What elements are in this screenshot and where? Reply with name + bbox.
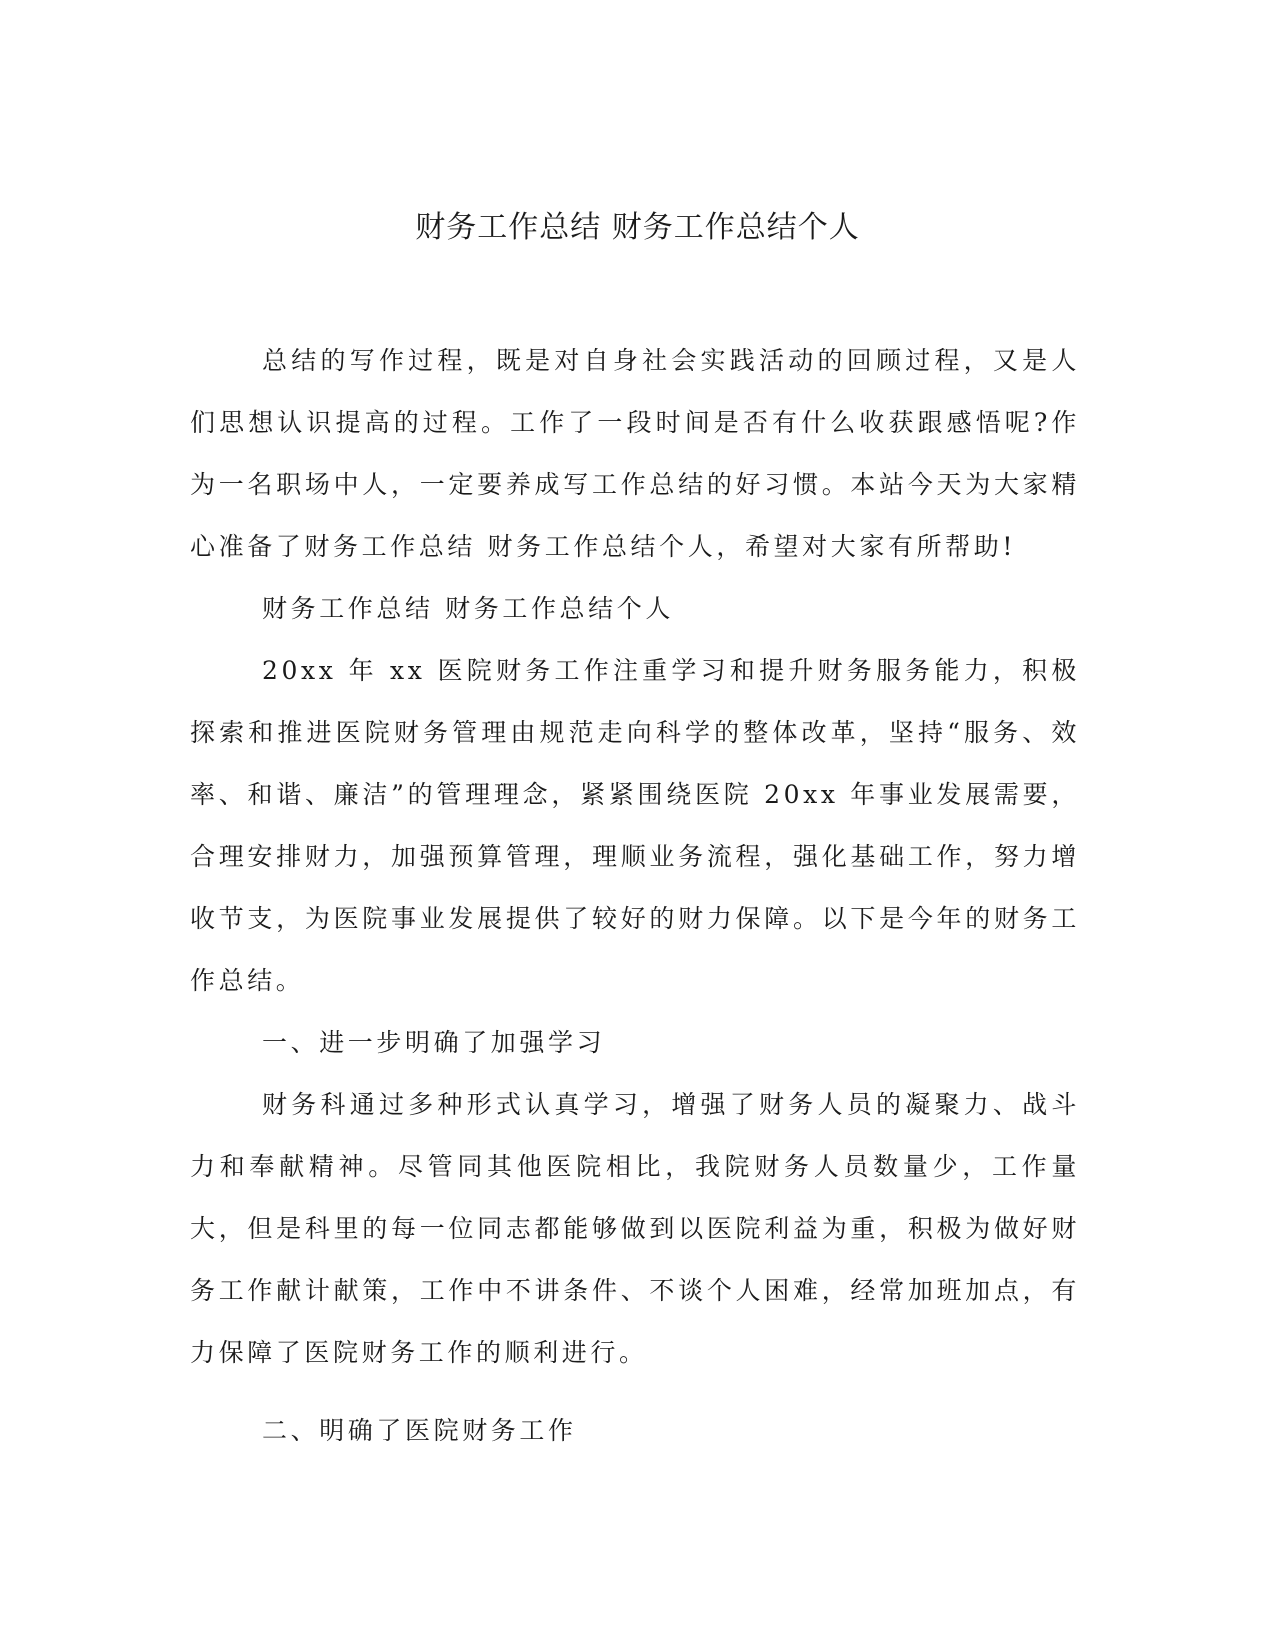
summary-paragraph: 20xx 年 xx 医院财务工作注重学习和提升财务服务能力，积极探索和推进医院财务管理由规范走向科学的整体改革，坚持“服务、效率、和谐、廉洁”的管理理念，紧紧围绕医院 20xx 年事业发展需要，合理安排财力，加强预算管理，理顺业务流程，强化基础工作，努力增收节支，为医院事业发展提供了较好的财力保障。以下是今年的财务工作总结。	[190, 656, 1080, 995]
document-body	[190, 330, 1080, 1462]
intro-paragraph: 总结的写作过程，既是对自身社会实践活动的回顾过程，又是人们思想认识提高的过程。工作了一段时间是否有什么收获跟感悟呢?作为一名职场中人，一定要养成写工作总结的好习惯。本站今天为大家精心准备了财务工作总结 财务工作总结个人，希望对大家有所帮助!	[190, 346, 1080, 561]
section-heading-2: 二、明确了医院财务工作	[262, 1416, 577, 1445]
subtitle-paragraph: 财务工作总结 财务工作总结个人	[262, 594, 674, 623]
section-gap	[190, 1384, 1080, 1400]
section-heading-1: 一、进一步明确了加强学习	[262, 1028, 606, 1057]
document-title: 财务工作总结 财务工作总结个人	[415, 210, 860, 245]
section-paragraph-1: 财务科通过多种形式认真学习，增强了财务人员的凝聚力、战斗力和奉献精神。尽管同其他医院相比，我院财务人员数量少，工作量大，但是科里的每一位同志都能够做到以医院利益为重，积极为做好财务工作献计献策，工作中不讲条件、不谈个人困难，经常加班加点，有力保障了医院财务工作的顺利进行。	[190, 1090, 1080, 1367]
